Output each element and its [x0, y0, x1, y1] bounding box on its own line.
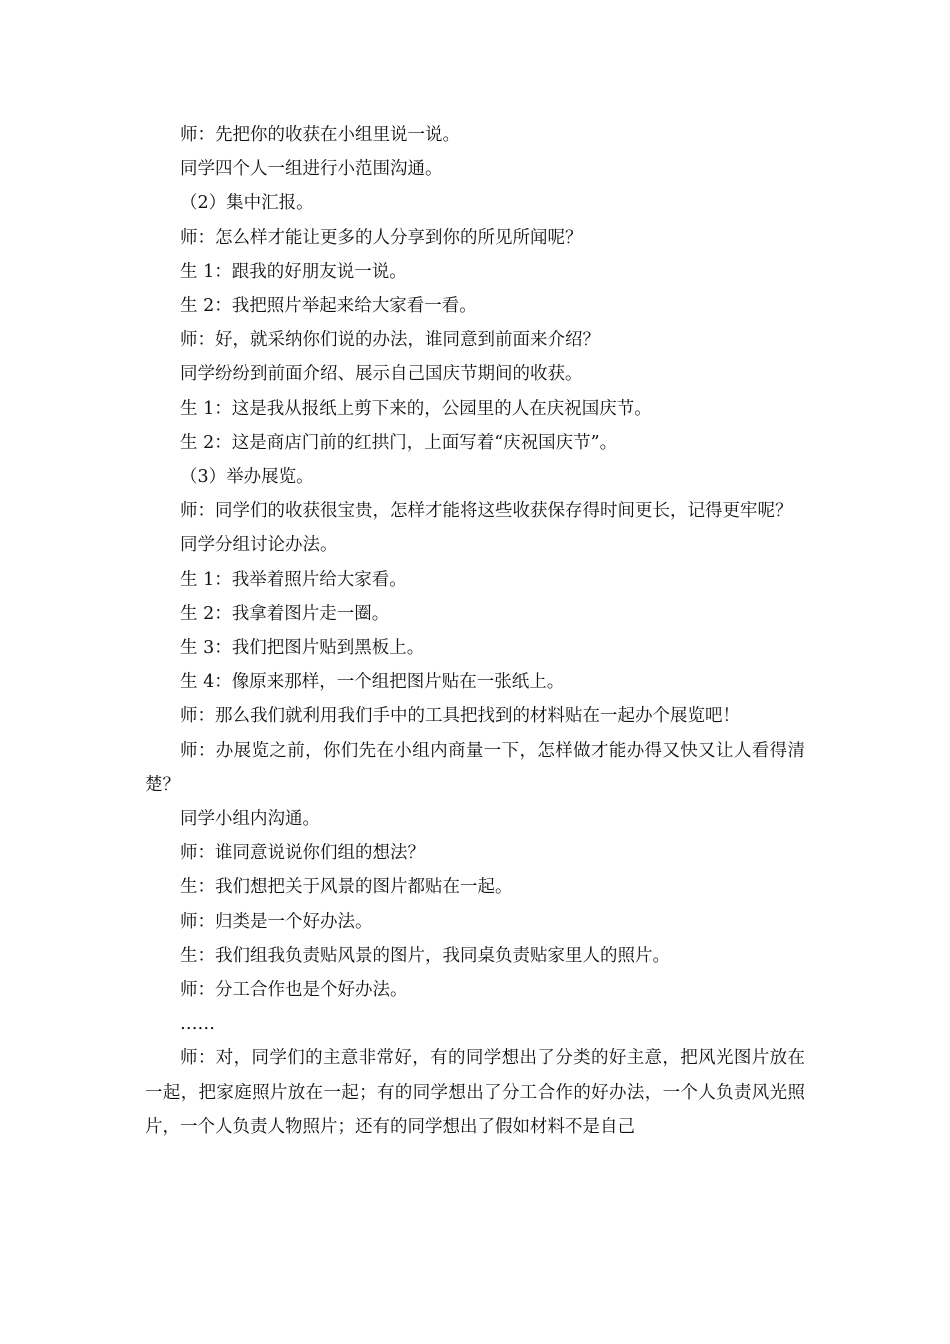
paragraph: 师：对，同学们的主意非常好，有的同学想出了分类的好主意，把风光图片放在一起，把家庭照片放在一起；有的同学想出了分工合作的好办法，一个人负责风光照片，一个人负责人物照片；还有的同学想出了假如材料不是自己 [145, 1048, 805, 1137]
paragraph: 生 1：跟我的好朋友说一说。 [180, 261, 407, 282]
paragraph: 生 2：我把照片举起来给大家看一看。 [180, 296, 477, 317]
paragraph: 师：那么我们就利用我们手中的工具把找到的材料贴在一起办个展览吧！ [180, 706, 740, 727]
paragraph: 师：办展览之前，你们先在小组内商量一下，怎样做才能办得又快又让人看得清楚？ [145, 740, 805, 795]
paragraph: 同学纷纷到前面介绍、展示自己国庆节期间的收获。 [180, 364, 583, 385]
document-body [145, 118, 805, 1144]
paragraph: 师：归类是一个好办法。 [180, 911, 373, 932]
paragraph: 生 3：我们把图片贴到黑板上。 [180, 638, 425, 659]
paragraph: 师：好，就采纳你们说的办法，谁同意到前面来介绍？ [180, 330, 600, 351]
paragraph: 师：先把你的收获在小组里说一说。 [180, 125, 460, 145]
paragraph: 生：我们组我负责贴风景的图片，我同桌负责贴家里人的照片。 [180, 945, 670, 966]
paragraph: 生 2：我拿着图片走一圈。 [180, 603, 390, 624]
paragraph: 师：同学们的收获很宝贵，怎样才能将这些收获保存得时间更长，记得更牢呢？ [180, 501, 793, 522]
paragraph: 生 1：这是我从报纸上剪下来的，公园里的人在庆祝国庆节。 [180, 398, 652, 419]
ellipsis-line: …… [180, 1014, 215, 1035]
paragraph: 生：我们想把关于风景的图片都贴在一起。 [180, 877, 513, 898]
paragraph: 同学小组内沟通。 [180, 809, 320, 830]
paragraph: 师：谁同意说说你们组的想法？ [180, 843, 425, 864]
paragraph: （2）集中汇报。 [180, 193, 314, 214]
paragraph: 生 2：这是商店门前的红拱门，上面写着“庆祝国庆节”。 [180, 432, 618, 453]
paragraph: 生 1：我举着照片给大家看。 [180, 569, 407, 590]
paragraph: 生 4：像原来那样，一个组把图片贴在一张纸上。 [180, 672, 565, 693]
paragraph: （3）举办展览。 [180, 467, 314, 488]
paragraph: 同学分组讨论办法。 [180, 535, 338, 556]
paragraph: 同学四个人一组进行小范围沟通。 [180, 159, 443, 180]
paragraph: 师：分工合作也是个好办法。 [180, 980, 408, 1001]
paragraph: 师：怎么样才能让更多的人分享到你的所见所闻呢？ [180, 227, 583, 248]
